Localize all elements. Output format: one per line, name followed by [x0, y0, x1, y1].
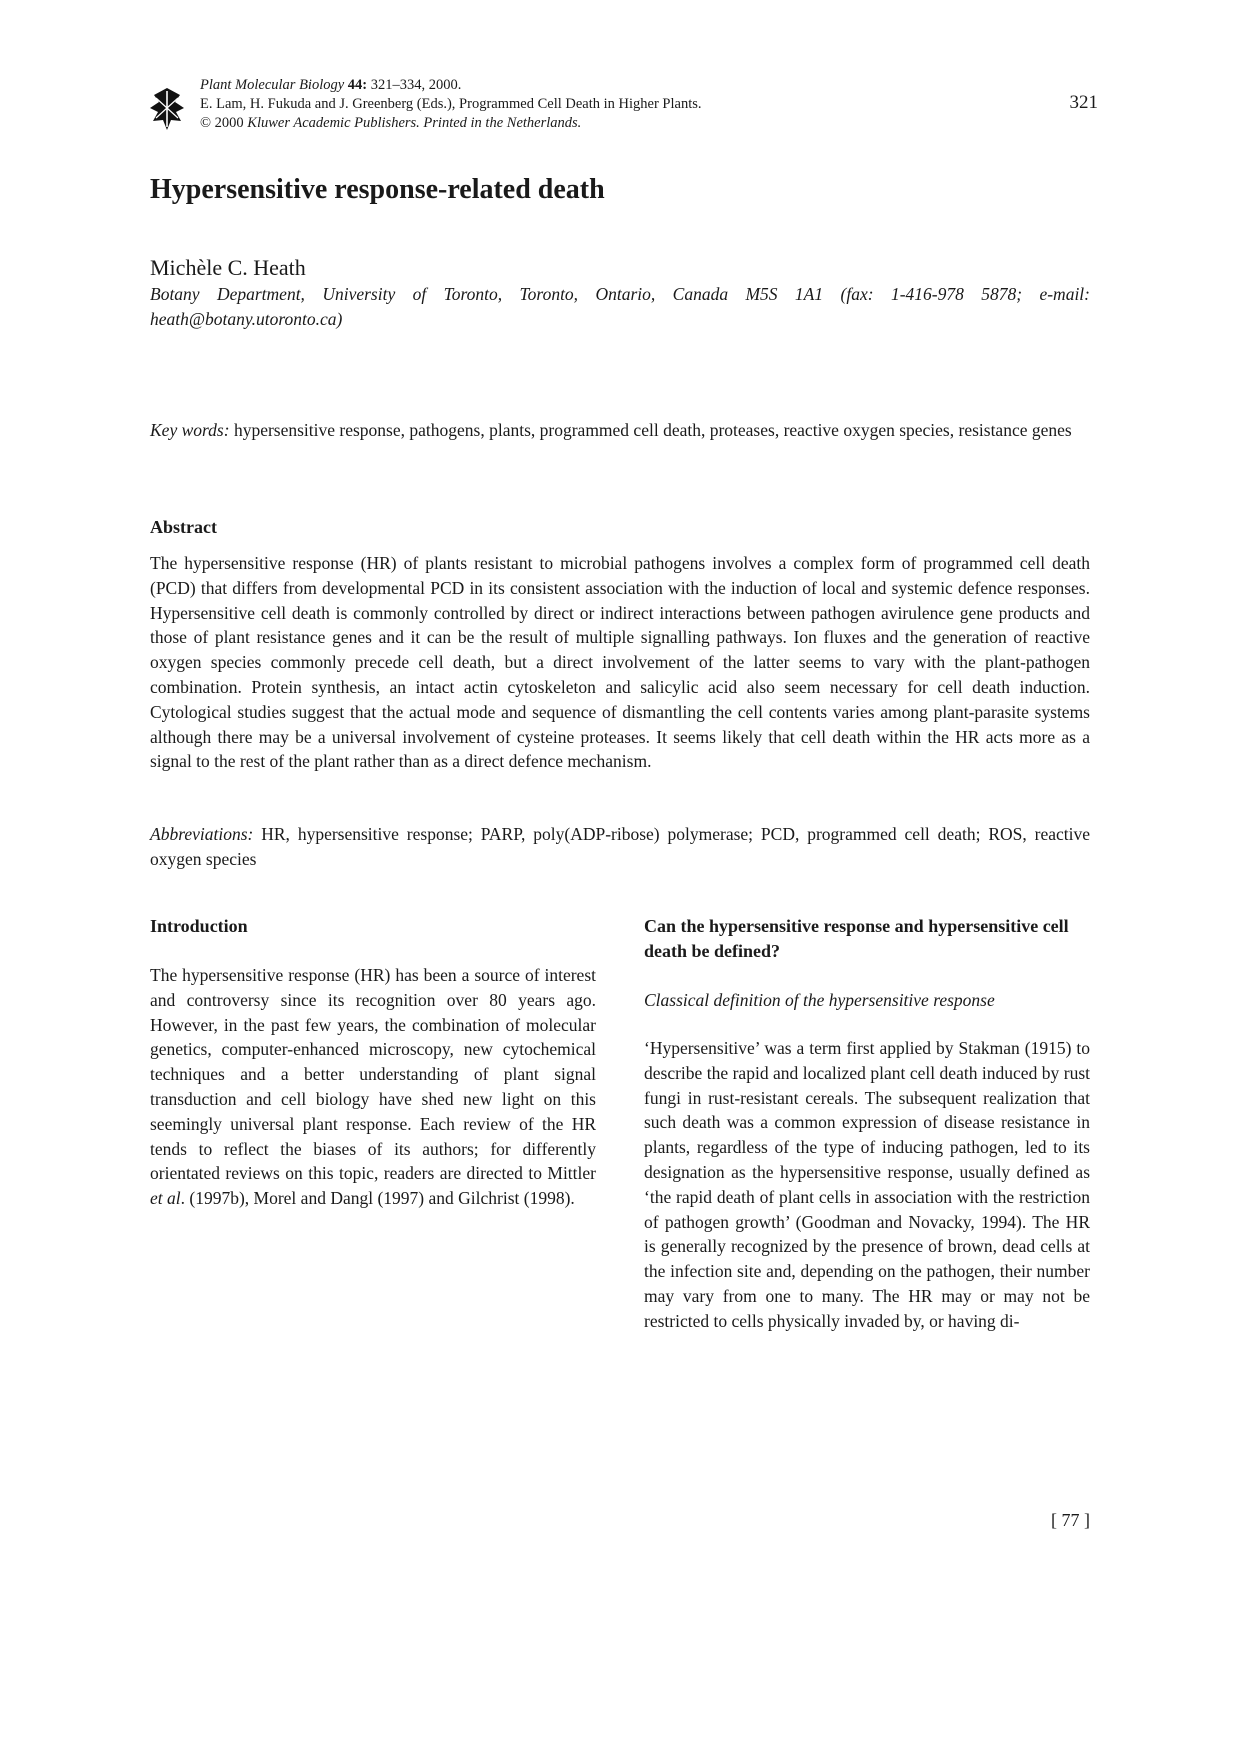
right-column	[644, 914, 1090, 1334]
abstract-text: The hypersensitive response (HR) of plants resistant to microbial pathogens involves a complex form of programmed cell death (PCD) that differs from developmental PCD in its consistent association with the induction of local and systemic defence responses. Hypersensitive cell death is commonly controlled by direct or indirect interactions between pathogen avirulence gene products and those of plant resistance genes and it can be the result of multiple signalling pathways. Ion fluxes and the generation of reactive oxygen species commonly precede cell death, but a direct involvement of the latter seems to vary with the plant-pathogen combination. Protein synthesis, an intact actin cytoskeleton and salicylic acid also seem necessary for cell death induction. Cytological studies suggest that the actual mode and sequence of dismantling the cell contents varies among plant-parasite systems although there may be a universal involvement of cysteine proteases. It seems likely that cell death within the HR acts more as a signal to the rest of the plant rather than as a direct defence mechanism.	[150, 553, 1090, 772]
article-title: Hypersensitive response-related death	[150, 174, 605, 205]
publisher-logo-icon	[150, 88, 184, 130]
definition-paragraph: ‘Hypersensitive’ was a term first applied by Stakman (1915) to describe the rapid and localized plant cell death induced by rust fungi in rust-resistant cereals. The subsequent realization that such death was a common expression of disease resistance in plants, regardless of the type of inducing pathogen, led to its designation as the hypersensitive response, usually defined as ‘the rapid death of plant cells in association with the restriction of pathogen growth’ (Goodman and Novacky, 1994). The HR is generally recognized by the presence of brown, dead cells at the infection site and, depending on the pathogen, their number may vary from one to many. The HR may or may not be restricted to cells physically invaded by, or having di-	[644, 1038, 1090, 1331]
journal-volume: 44:	[347, 77, 368, 93]
introduction-paragraph	[150, 963, 596, 1211]
header-citation	[200, 76, 702, 133]
copyright-year: © 2000	[200, 115, 244, 131]
keywords	[150, 418, 1090, 443]
introduction-heading: Introduction	[150, 916, 248, 936]
keywords-text: hypersensitive response, pathogens, plants, programmed cell death, proteases, reactive oxygen species, resistance genes	[233, 420, 1072, 440]
introduction-text: The hypersensitive response (HR) has been a source of interest and controversy since its recognition over 80 years ago. However, in the past few years, the combination of molecular genetics, computer-enhanced microscopy, new cytochemical techniques and a better understanding of plant signal transduction and cell biology have shed new light on this seemingly universal plant response. Each review of the HR tends to reflect the biases of its authors; for differently orientated reviews on this topic, readers are directed to Mittler	[150, 965, 596, 1184]
page-number: 321	[1069, 92, 1098, 113]
author-affiliation: Botany Department, University of Toronto, Toronto, Ontario, Canada M5S 1A1 (fax: 1-416-978 5878; e-mail: heath@botany.utoronto.ca)	[150, 284, 1090, 329]
publisher-name: Kluwer Academic Publishers. Printed in the Netherlands.	[247, 115, 582, 131]
left-column	[150, 914, 596, 1211]
author-name: Michèle C. Heath	[150, 255, 306, 280]
running-header	[150, 76, 1098, 136]
abstract-heading: Abstract	[150, 517, 217, 537]
header-line-journal	[200, 76, 702, 95]
abbreviations	[150, 822, 1090, 872]
header-line-copyright	[200, 114, 702, 133]
introduction-text-end: . (1997b), Morel and Dangl (1997) and Gilchrist (1998).	[180, 1188, 575, 1209]
page-folio: [ 77 ]	[1051, 1510, 1090, 1530]
journal-pages-year: 321–334, 2000.	[370, 77, 462, 93]
abbreviations-text: HR, hypersensitive response; PARP, poly(ADP-ribose) polymerase; PCD, programmed cell death; ROS, reactive oxygen species	[150, 824, 1090, 869]
journal-name: Plant Molecular Biology	[200, 77, 345, 93]
introduction-etal: et al	[150, 1188, 181, 1209]
definition-subheading: Classical definition of the hypersensitive response	[644, 990, 995, 1010]
definition-heading: Can the hypersensitive response and hypersensitive cell death be defined?	[644, 916, 1069, 961]
keywords-label: Key words:	[150, 420, 230, 440]
header-line-editors: E. Lam, H. Fukuda and J. Greenberg (Eds.), Programmed Cell Death in Higher Plants.	[200, 96, 702, 112]
abbreviations-label: Abbreviations:	[150, 824, 254, 844]
